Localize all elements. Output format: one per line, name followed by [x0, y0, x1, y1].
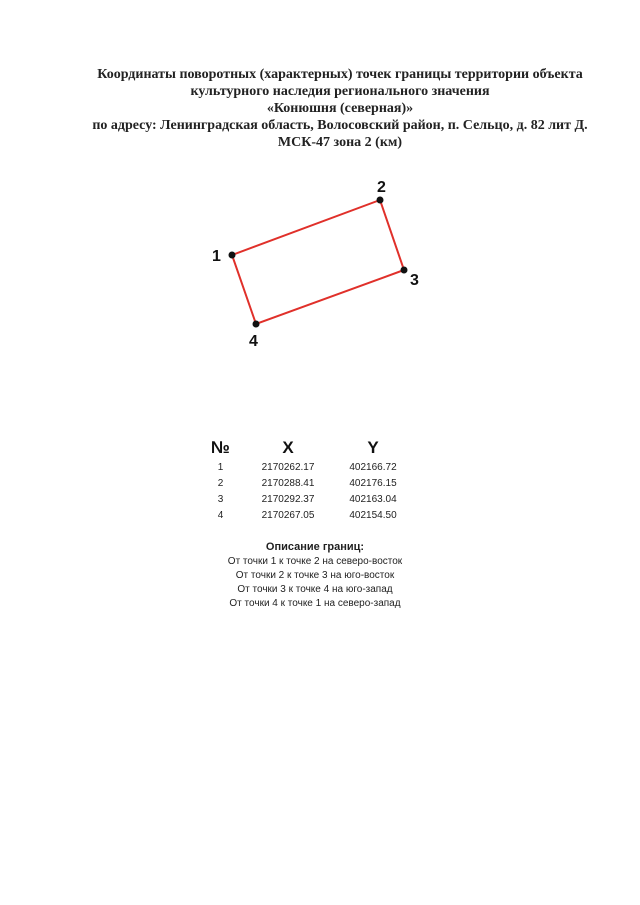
table-row	[198, 491, 413, 507]
cell-x: 2170288.41	[261, 477, 315, 489]
coordinates-table	[198, 437, 413, 523]
boundary-point-2	[377, 197, 384, 204]
header-x: X	[282, 438, 294, 457]
cell-number: 4	[217, 509, 224, 521]
description-title: Описание границ:	[265, 541, 365, 553]
boundary-point-3	[401, 267, 408, 274]
table-row	[198, 507, 413, 523]
title-line-3: «Конюшня (северная)»	[266, 101, 414, 116]
description-line: От точки 3 к точке 4 на юго-запад	[237, 584, 393, 595]
title-line-4: по адресу: Ленинградская область, Волосовский район, п. Сельцо, д. 82 лит Д.	[92, 118, 588, 133]
boundary-polygon	[232, 200, 404, 324]
boundary-point-4	[253, 321, 260, 328]
boundary-point-1	[229, 252, 236, 259]
cell-y: 402176.15	[349, 477, 397, 489]
cell-x: 2170262.17	[261, 461, 315, 473]
boundary-scheme	[0, 0, 640, 400]
title-line-1: Координаты поворотных (характерных) точек границы территории объекта	[97, 67, 583, 82]
title-line-2: культурного наследия регионального значения	[190, 84, 490, 99]
cell-y: 402154.50	[349, 509, 397, 521]
table-row	[198, 475, 413, 491]
point-label-3: 3	[410, 272, 419, 289]
point-label-4: 4	[249, 333, 258, 350]
description-line: От точки 4 к точке 1 на северо-запад	[229, 598, 401, 609]
cell-number: 3	[217, 493, 224, 505]
boundary-description	[150, 539, 480, 611]
document-title	[60, 66, 620, 151]
description-line: От точки 2 к точке 3 на юго-восток	[235, 570, 395, 581]
header-y: Y	[367, 438, 379, 457]
title-line-5: МСК-47 зона 2 (км)	[277, 135, 403, 150]
cell-y: 402163.04	[349, 493, 397, 505]
table-header-row	[198, 437, 413, 459]
cell-number: 2	[217, 477, 224, 489]
cell-y: 402166.72	[349, 461, 397, 473]
description-line: От точки 1 к точке 2 на северо-восток	[227, 556, 403, 567]
cell-x: 2170267.05	[261, 509, 315, 521]
point-label-1: 1	[212, 248, 221, 265]
header-number: №	[211, 438, 230, 457]
cell-number: 1	[217, 461, 224, 473]
cell-x: 2170292.37	[261, 493, 315, 505]
table-row	[198, 459, 413, 475]
point-label-2: 2	[377, 179, 386, 196]
